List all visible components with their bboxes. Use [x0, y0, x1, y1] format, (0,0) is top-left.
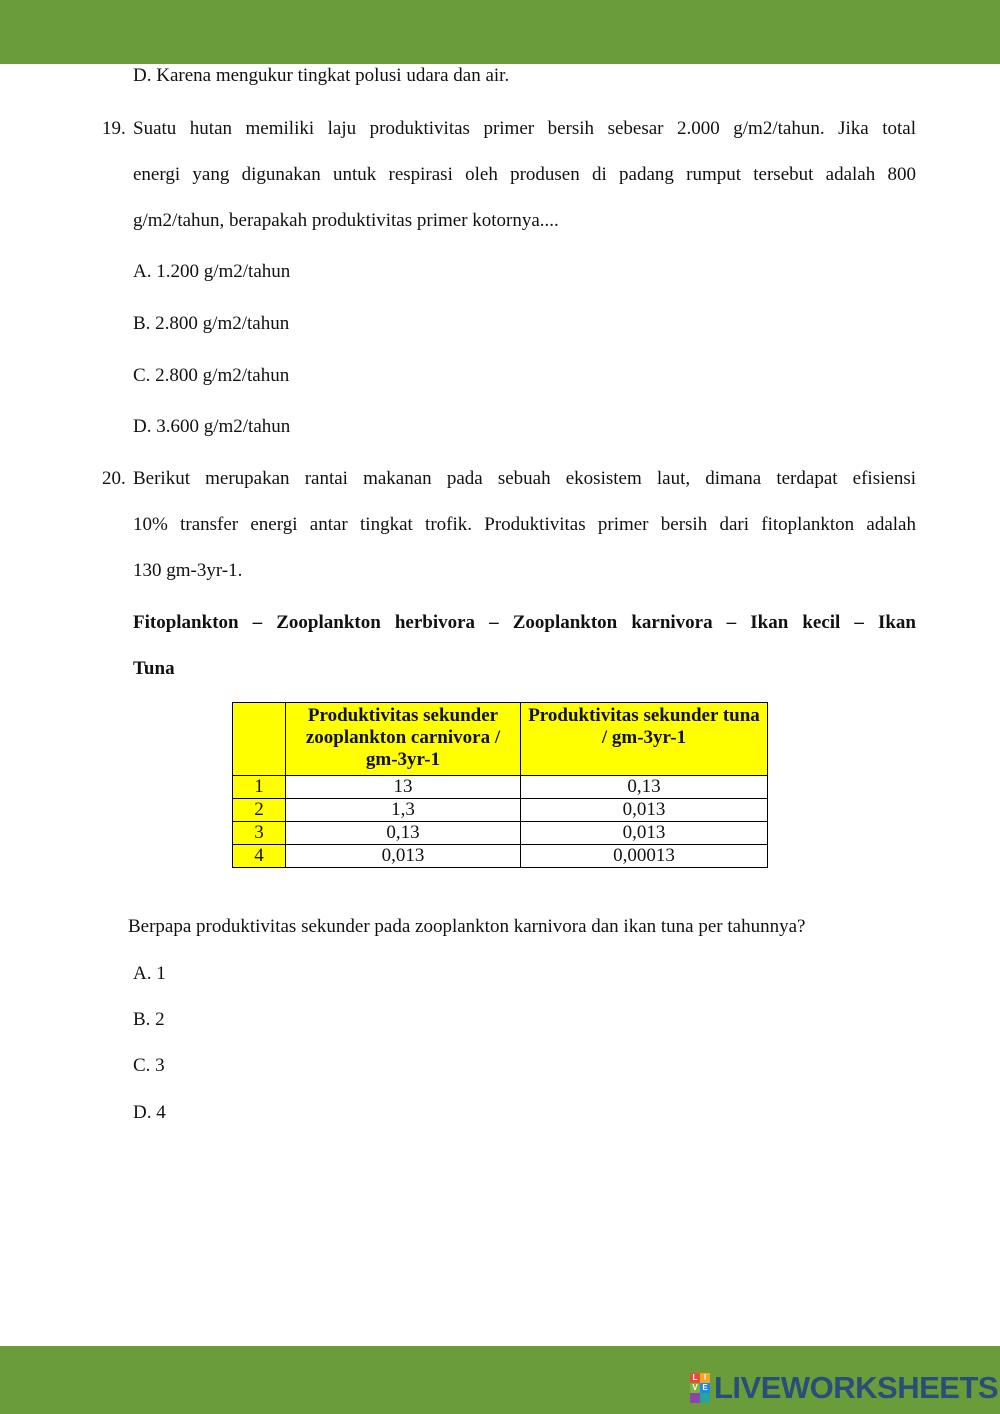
q19-line-3: g/m2/tahun, berapakah produktivitas primer kotornya.... [133, 210, 559, 231]
table-row [233, 776, 768, 799]
table-header-zooplankton: Produktivitas sekunder zooplankton carnivora / gm-3yr-1 [286, 703, 521, 776]
q20-option-c[interactable]: C. 3 [133, 1055, 165, 1076]
q20-number: 20. [102, 468, 126, 489]
row-index: 2 [233, 799, 286, 822]
q20-line-1: Berikut merupakan rantai makanan pada sebuah ekosistem laut, dimana terdapat efisiensi [133, 468, 916, 489]
row-index: 4 [233, 845, 286, 868]
tuna-value: 0,00013 [521, 845, 768, 868]
q20-option-a[interactable]: A. 1 [133, 963, 166, 984]
q19-number: 19. [102, 118, 126, 139]
food-chain-line-1: Fitoplankton – Zooplankton herbivora – Zooplankton karnivora – Ikan kecil – Ikan [133, 612, 916, 633]
q19-line-1: Suatu hutan memiliki laju produktivitas primer bersih sebesar 2.000 g/m2/tahun. Jika total [133, 118, 916, 139]
zooplankton-value: 0,013 [286, 845, 521, 868]
table-header-row [233, 703, 768, 776]
tuna-value: 0,13 [521, 776, 768, 799]
table-row [233, 822, 768, 845]
q20-question: Berpapa produktivitas sekunder pada zooplankton karnivora dan ikan tuna per tahunnya? [128, 916, 806, 937]
zooplankton-value: 13 [286, 776, 521, 799]
q18-option-d: D. Karena mengukur tingkat polusi udara dan air. [133, 65, 510, 86]
tuna-value: 0,013 [521, 799, 768, 822]
table-header-tuna: Produktivitas sekunder tuna / gm-3yr-1 [521, 703, 768, 776]
q19-option-d[interactable]: D. 3.600 g/m2/tahun [133, 416, 291, 437]
food-chain-line-2: Tuna [133, 658, 175, 679]
q20-option-d[interactable]: D. 4 [133, 1102, 166, 1123]
productivity-table [232, 702, 768, 868]
table-row [233, 845, 768, 868]
row-index: 3 [233, 822, 286, 845]
table-row [233, 799, 768, 822]
q19-option-c[interactable]: C. 2.800 g/m2/tahun [133, 365, 290, 386]
liveworksheets-logo[interactable] [690, 1370, 998, 1406]
q20-line-2: 10% transfer energi antar tingkat trofik. Produktivitas primer bersih dari fitoplankton adalah [133, 514, 916, 535]
q19-line-2: energi yang digunakan untuk respirasi oleh produsen di padang rumput tersebut adalah 800 [133, 164, 916, 185]
q19-option-a[interactable]: A. 1.200 g/m2/tahun [133, 261, 291, 282]
zooplankton-value: 1,3 [286, 799, 521, 822]
table-header-blank [233, 703, 286, 776]
q20-option-b[interactable]: B. 2 [133, 1009, 165, 1030]
logo-grid-icon: L I V E [690, 1373, 710, 1403]
zooplankton-value: 0,13 [286, 822, 521, 845]
row-index: 1 [233, 776, 286, 799]
header-bar [0, 0, 1000, 64]
q20-line-3: 130 gm-3yr-1. [133, 560, 243, 581]
tuna-value: 0,013 [521, 822, 768, 845]
q19-option-b[interactable]: B. 2.800 g/m2/tahun [133, 313, 290, 334]
logo-text: LIVEWORKSHEETS [714, 1370, 999, 1405]
